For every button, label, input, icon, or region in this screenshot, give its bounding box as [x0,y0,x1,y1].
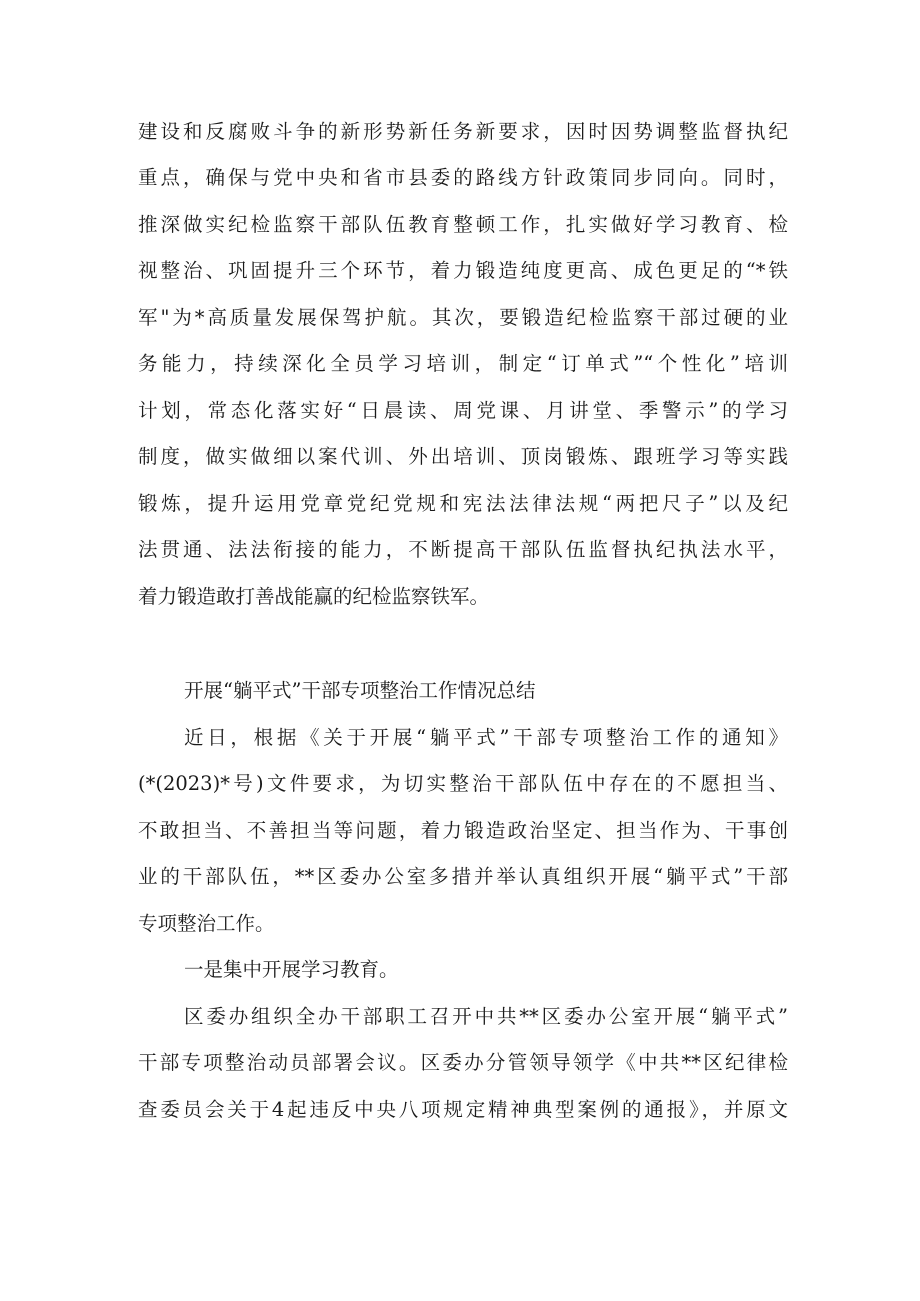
text-line: 制度，做实做细以案代训、外出培训、顶岗锻炼、跟班学习等实践 [138,445,788,468]
text-line: 军"为*高质量发展保驾护航。其次，要锻造纪检监察干部过硬的业 [138,306,788,329]
text-line: 专项整治工作。 [138,912,275,935]
text-line: 法贯通、法法衔接的能力，不断提高干部队伍监督执纪执法水平， [138,538,788,561]
text-line: 着力锻造敢打善战能赢的纪检监察铁军。 [138,585,490,608]
text-line: 重点，确保与党中央和省市县委的路线方针政策同步同向。同时， [138,166,788,189]
text-line: 锻炼，提升运用党章党纪党规和宪法法律法规“两把尺子”以及纪 [138,492,788,515]
text-line: 推深做实纪检监察干部队伍教育整顿工作，扎实做好学习教育、检 [138,213,788,236]
text-line: 业的干部队伍，**区委办公室多措并举认真组织开展“躺平式”干部 [138,865,788,888]
section-heading: 一是集中开展学习教育。 [184,958,399,981]
text-line: 查委员会关于4起违反中央八项规定精神典型案例的通报》，并原文 [138,1098,788,1121]
article-title: 开展“躺平式”干部专项整治工作情况总结 [184,679,536,702]
text-line: 干部专项整治动员部署会议。区委办分管领导领学《中共**区纪律检 [138,1051,788,1074]
text-line: 视整治、巩固提升三个环节，着力锻造纯度更高、成色更足的“*铁 [138,259,788,282]
text-line: 近日，根据《关于开展“躺平式”干部专项整治工作的通知》 [184,726,788,749]
text-line: 不敢担当、不善担当等问题，着力锻造政治坚定、担当作为、干事创 [138,819,788,842]
text-line: 建设和反腐败斗争的新形势新任务新要求，因时因势调整监督执纪 [138,120,788,143]
text-line: 计划，常态化落实好“日晨读、周党课、月讲堂、季警示”的学习 [138,399,788,422]
text-line: 区委办组织全办干部职工召开中共**区委办公室开展“躺平式” [184,1005,788,1028]
text-line: (*(2023)*号)文件要求，为切实整治干部队伍中存在的不愿担当、 [138,772,788,795]
text-line: 务能力，持续深化全员学习培训，制定“订单式”“个性化”培训 [138,352,788,375]
